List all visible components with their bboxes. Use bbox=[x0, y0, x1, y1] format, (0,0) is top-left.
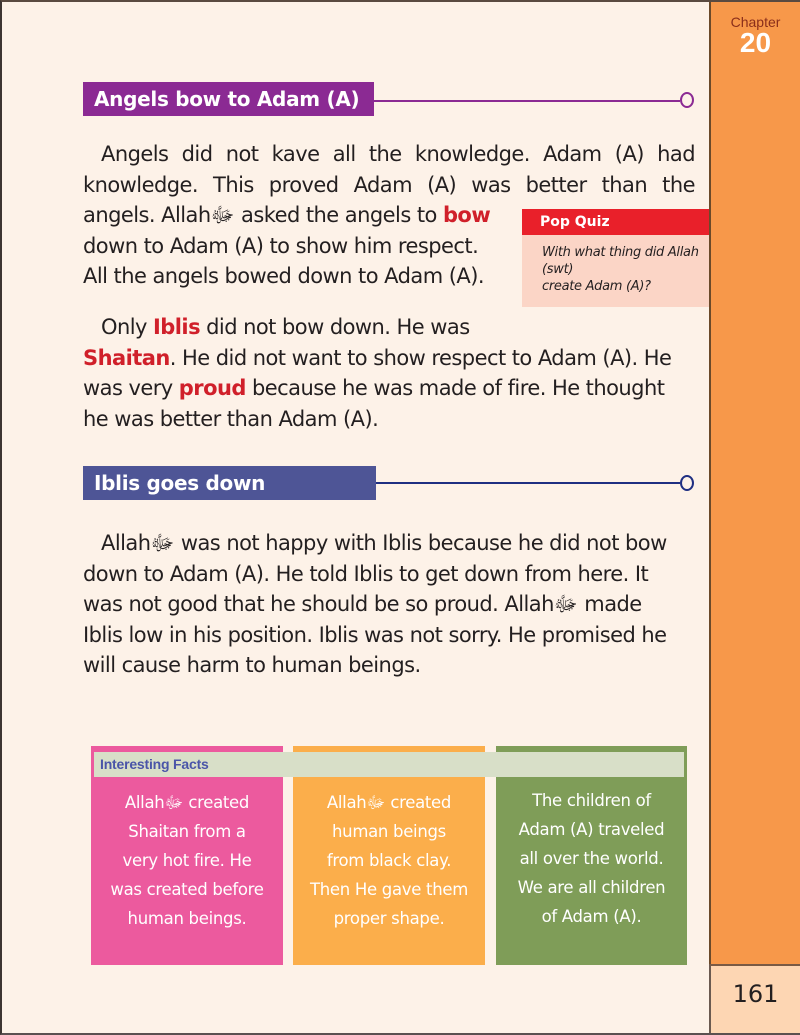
text-line: down to Adam (A) to show him respect. bbox=[83, 233, 479, 258]
quiz-question-line: create Adam (A)? bbox=[542, 279, 651, 294]
keyword-shaitan: Shaitan bbox=[83, 345, 170, 370]
text-line: Angels did not kave all the knowledge. Adam (A) had bbox=[101, 142, 695, 166]
text-line: Allahﷻ was not happy with Iblis because he did not bow bbox=[101, 531, 667, 555]
fact-line: was created before bbox=[110, 880, 264, 899]
fact-line: The children of bbox=[532, 791, 651, 810]
section-divider-circle-icon bbox=[680, 475, 694, 491]
keyword-bow: bow bbox=[442, 203, 491, 227]
section-divider-line bbox=[376, 482, 680, 484]
text-line bbox=[83, 312, 695, 343]
text-line: All the angels bowed down to Adam (A). bbox=[83, 264, 484, 288]
paragraph-iblis-proud bbox=[83, 312, 695, 434]
fact-line: Allahﷻ created bbox=[326, 793, 452, 812]
text-fragment: Only bbox=[101, 315, 154, 339]
text-line bbox=[83, 343, 695, 374]
text-line: will cause harm to human beings. bbox=[83, 653, 421, 677]
fact-text bbox=[293, 788, 485, 933]
pop-quiz-box bbox=[522, 209, 709, 307]
pop-quiz-title: Pop Quiz bbox=[522, 209, 709, 235]
fact-line: human beings bbox=[332, 822, 446, 841]
text-fragment: because he was made of fire. He thought bbox=[245, 376, 665, 400]
text-line: down to Adam (A). He told Iblis to get down from here. It bbox=[83, 561, 649, 586]
fact-text bbox=[496, 786, 687, 931]
text-line: knowledge. This proved Adam (A) was better than the bbox=[83, 172, 695, 197]
chapter-label: Chapter bbox=[730, 14, 781, 30]
text-fragment: did not bow down. He was bbox=[200, 315, 470, 339]
fact-card-human-beings bbox=[293, 746, 485, 965]
fact-line: very hot fire. He bbox=[122, 851, 252, 870]
section-heading-iblis-goes-down: Iblis goes down bbox=[83, 466, 376, 500]
text-fragment: was very bbox=[83, 376, 179, 400]
fact-line: human beings. bbox=[127, 909, 247, 928]
text-line: was not good that he should be so proud. Allahﷻ made bbox=[83, 592, 642, 616]
fact-line: proper shape. bbox=[333, 909, 445, 928]
fact-line: We are all children bbox=[517, 878, 666, 897]
fact-line: from black clay. bbox=[326, 851, 452, 870]
text-fragment: angels. Allahﷻ asked the angels to bbox=[83, 203, 443, 227]
chapter-number: 20 bbox=[739, 27, 772, 58]
paragraph-iblis-punished bbox=[83, 528, 695, 681]
fact-text bbox=[91, 788, 283, 933]
section-heading-angels-bow: Angels bow to Adam (A) bbox=[83, 82, 374, 116]
section-divider-line bbox=[374, 100, 680, 102]
pop-quiz-question bbox=[522, 235, 709, 295]
page-number-box bbox=[709, 964, 800, 1035]
fact-line: Adam (A) traveled bbox=[518, 820, 665, 839]
fact-card-shaitan bbox=[91, 746, 283, 965]
fact-line: of Adam (A). bbox=[541, 907, 642, 926]
fact-line: all over the world. bbox=[519, 849, 664, 868]
interesting-facts-title: Interesting Facts bbox=[94, 752, 684, 777]
quiz-question-line: With what thing did Allah (swt) bbox=[542, 245, 699, 277]
fact-line: Shaitan from a bbox=[128, 822, 246, 841]
section-divider-circle-icon bbox=[680, 92, 694, 108]
fact-card-children-of-adam bbox=[496, 746, 687, 965]
text-line bbox=[83, 373, 695, 404]
page-number: 161 bbox=[732, 980, 779, 1008]
keyword-proud: proud bbox=[178, 376, 246, 400]
keyword-iblis: Iblis bbox=[153, 315, 201, 339]
fact-line: Then He gave them bbox=[310, 880, 468, 899]
text-line: Iblis low in his position. Iblis was not sorry. He promised he bbox=[83, 622, 667, 647]
text-fragment: . He did not want to show respect to Adam (A). He bbox=[169, 345, 672, 370]
fact-line: Allahﷻ created bbox=[124, 793, 250, 812]
chapter-sidebar bbox=[709, 0, 800, 964]
text-line: he was better than Adam (A). bbox=[83, 406, 379, 431]
